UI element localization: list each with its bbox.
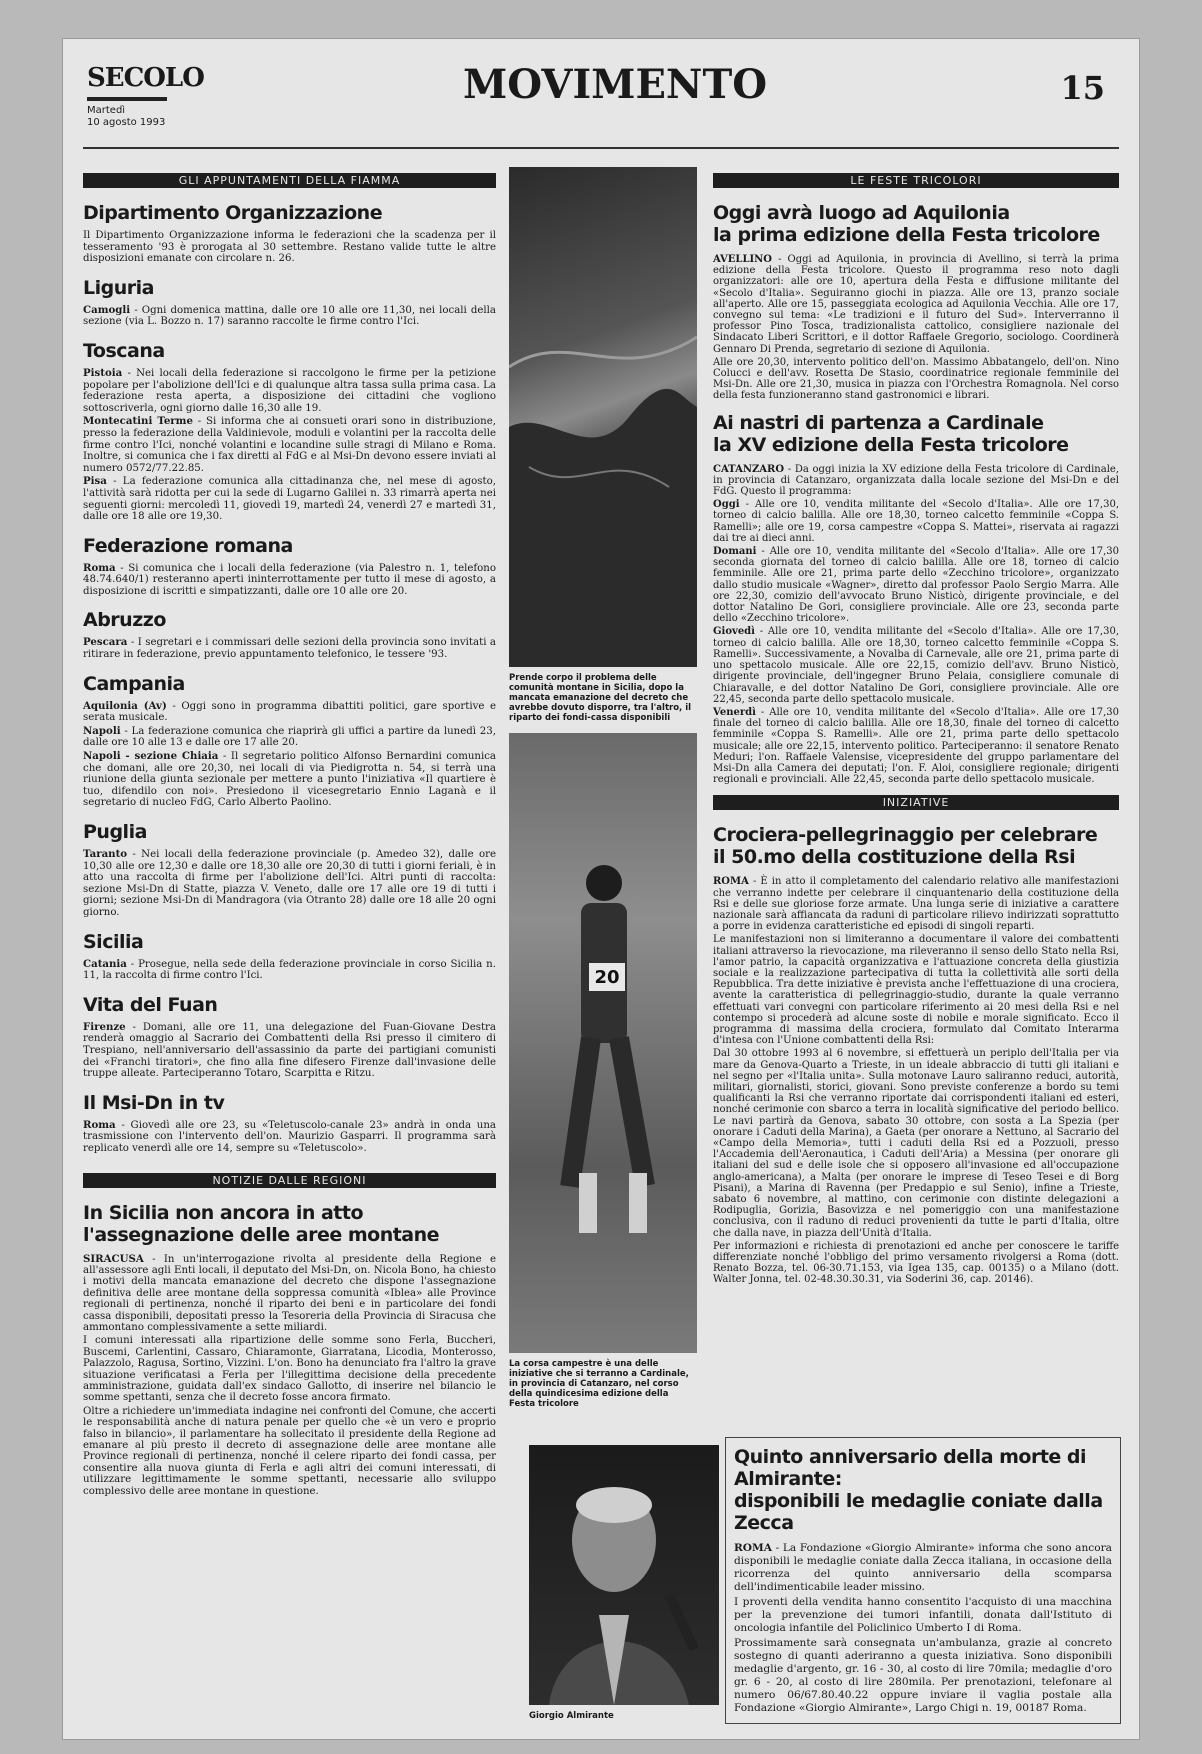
section-heading: Il Msi-Dn in tv <box>83 1091 225 1114</box>
paragraph-text: - Alle ore 10, vendita militante del «Secolo d'Italia». Alle ore 17,30 finale del torneo di calcio balilla. Alle ore 18,30, finale del torneo di calcetto femminile «Coppa S. Ramelli». Alle ore 21, prima parte dello spettacolo musicale; alle ore 22,15, intervento politico. Parteciperanno: il senatore Renato Meduri; l'on. Raffaele Valensise, vicepresidente del gruppo parlamentare del Msi-Dn alla Camera dei deputati; l'on. F. Aloi, consigliere regionale; dirigenti regionali e provinciali. Alle 22,45, seconda parte dello spettacolo musicale. <box>713 706 1119 786</box>
paragraph <box>83 1120 496 1155</box>
paragraph <box>713 254 1119 355</box>
paragraph-lead: Pisa <box>83 475 107 488</box>
caption-runner: La corsa campestre è una delle iniziative che si terranno a Cardinale, in provincia di Catanzaro, nel corso della quindicesima edizione della Festa tricolore <box>509 1359 689 1409</box>
paragraph-text: Dal 30 ottobre 1993 al 6 novembre, si effettuerà un periplo dell'Italia per via mare da Genova-Quarto a Trieste, in un ideale abbraccio di tutti gli italiani e nel segno per «l'Italia unita». Sulla motonave Lauro saliranno reduci, autorità, militari, giornalisti, storici, giovani. Sono previste conferenze a bordo su temi qualificanti la Rsi che verranno riportate dai corrispondenti italiani ed esteri, nonché cerimonie con sbarco a terra in località significative del periodo bellico. Le navi partirà da Genova, sabato 30 ottobre, con sosta a La Spezia (per onorare i Caduti della Marina), a Gaeta (per onorare a Nettuno, al Sacrario del «Campo della Memoria», tutti i caduti della Rsi ed a Pozzuoli, presso l'Accademia dell'Aeronautica, i Caduti dell'Aria) a Messina (per onorare gli italiani del sud e delle isole che si opposero all'invasione ed all'occupazione anglo-americana), a Malta (per onorare le imprese di Teseo Tesei e di Borg Pisani), a Marina di Ravenna (per Predappio e sul Senio), infine a Trieste, sabato 6 novembre, al mattino, con cerimonie con distinte delegazioni a Rodipuglia, Gorizia, Basovizza e nel pomeriggio con una manifestazione conclusiva, con il raduno di reduci provenienti da tutte le parti d'Italia, oltre che dalla nave, in piazza dell'Unità d'Italia. <box>713 1048 1119 1239</box>
paragraph-text: - In un'interrogazione rivolta al presidente della Regione e all'assessore agli Enti locali, il deputato del Msi-Dn, on. Nicola Bono, ha chiesto i motivi della mancata emanazione del decreto che dispone l'assegnazione definitiva delle aree montane della soppressa comunità «Iblea» alle Province regionali di pertinenza, nonché il riparto dei beni e in particolare dei fondi cassa disponibili, depositati presso la Tesoreria della Provincia di Siracusa che ammontano complessivamente a sette miliardi. <box>83 1253 496 1333</box>
paragraph <box>83 476 496 522</box>
almirante-photo <box>529 1445 719 1705</box>
article-body-crociera <box>713 876 1119 1285</box>
paragraph-text: - Il segretario politico Alfonso Bernardini comunica che domani, alle ore 20,30, nei locali di via Piedigrotta n. 54, si terrà una riunione della giunta sezionale per mettere a punto l'iniziativa «Il quartiere è tuo, difendilo con noi». Presiedono il vicesegretario Ennio Laganà e il segretario di nucleo FdG, Carlo Alberto Paolino. <box>83 751 497 809</box>
section-bar-regioni: NOTIZIE DALLE REGIONI <box>83 1173 496 1188</box>
section-title: MOVIMENTO <box>463 61 768 108</box>
paragraph <box>83 701 496 724</box>
title-line: Quinto anniversario della morte di Almirante: <box>734 1446 1087 1490</box>
paragraph-lead: Venerdì <box>713 706 756 718</box>
paragraph-lead: AVELLINO <box>713 254 773 265</box>
paper-name-rule <box>87 97 167 101</box>
mountain-illustration <box>509 167 697 667</box>
paragraph-text: - Oggi sono in programma dibattiti politici, gare sportive e serata musicale. <box>83 700 496 724</box>
paragraph-lead: SIRACUSA <box>83 1252 144 1265</box>
paragraph <box>83 751 496 809</box>
paragraph <box>734 1637 1112 1715</box>
paragraph-text: - Oggi ad Aquilonia, in provincia di Avellino, si terrà la prima edizione della Festa tricolore. Questo il programma reso noto dagli organizzatori: alle ore 10, apertura della Festa e diffusione militante del «Secolo d'Italia». Seguiranno giochi in piazza. Alle ore 13, pranzo sociale all'aperto. Alle ore 15, passeggiata ecologica ad Aquilonia Vecchia. Alle ore 17, convegno sul tema: «Le tradizioni e il futuro del Sud». Interverranno il professor Pino Tosca, tradizionalista cattolico, consigliere nazionale del Sindacato Liberi Scrittori, e il dottor Raffaele Gregorio, sociologo. Coordinerà Gennaro Di Prenda, segretario di sezione di Aquilonia. <box>713 254 1119 355</box>
runner-photo <box>509 733 697 1353</box>
newspaper-page <box>62 38 1140 1740</box>
section-bar-iniziative: INIZIATIVE <box>713 795 1119 810</box>
paragraph <box>713 707 1119 785</box>
paragraph-text: - Nei locali della federazione provinciale (p. Amedeo 32), dalle ore 10,30 alle ore 12,30 e dalle ore 18,30 alle ore 20,30 di tutti i giorni feriali, è in atto una raccolta di firme per l'abolizione dell'Ici. Altri punti di raccolta: sezione Msi-Dn di Statte, piazza V. Veneto, dalle ore 17 alle ore 19 di tutti i giorni; sezione Msi-Dn di Mandragora (via Otranto 28) dalle ore 18 alle 20 ogni giorno. <box>83 849 496 918</box>
title-line: Ai nastri di partenza a Cardinale <box>713 411 1044 434</box>
paragraph <box>713 357 1119 402</box>
paragraph-lead: Roma <box>83 1118 116 1131</box>
section-heading: Federazione romana <box>83 534 293 557</box>
paragraph-text: - I segretari e i commissari delle sezioni della provincia sono invitati a ritirare in federazione, previo appuntamento telefonico, le tessere '93. <box>83 637 496 661</box>
runner-illustration <box>509 733 697 1353</box>
paragraph-text: - Alle ore 10, vendita militante del «Secolo d'Italia». Alle ore 17,30, torneo di calcio balilla. Alle ore 18,30, torneo calcetto femminile «Coppa S. Ramelli»; alle ore 19, corsa campestre «Coppa S. Mattei», riservata ai ragazzi dai tre ai dieci anni. <box>713 499 1119 544</box>
paragraph-lead: Montecatini Terme <box>83 415 193 428</box>
paragraph <box>83 1406 496 1497</box>
article-body-aquilonia <box>713 254 1119 402</box>
paragraph-text: - Alle ore 10, vendita militante del «Secolo d'Italia». Alle ore 17,30 seconda giornata del torneo di calcio balilla. Alle ore 18, torneo di calcio femminile. Alle ore 21, prima parte dello «Zecchino tricolore», organizzato dallo studio musicale «Wagner», diretto dal professor Paolo Sergio Marra. Alle ore 22,30, comizio dell'avvocato Bruno Nisticò, dirigente provinciale, e del dottor Natalino De Gori, consigliere provinciale. Alle ore 23, seconda parte dello «Zecchino tricolore». <box>713 546 1119 625</box>
title-line: la prima edizione della Festa tricolore <box>713 224 1100 246</box>
paragraph-text: - Domani, alle ore 11, una delegazione del Fuan-Giovane Destra renderà omaggio al Sacrario dei Combattenti della Rsi presso il cimitero di Trespiano, nell'anniversario dell'assassinio da parte dei partigiani comunisti dei «Franchi tiratori», che fino alla fine difesero Firenze dall'invasione delle truppe alleate. Parteciperanno Totaro, Scarpitta e Ritzu. <box>83 1021 496 1080</box>
left-column <box>83 167 496 1499</box>
paragraph-text: - Da oggi inizia la XV edizione della Festa tricolore di Cardinale, in provincia di Catanzaro, organizzata dalla locale sezione del Msi-Dn e del FdG. Questo il programma: <box>713 463 1119 498</box>
paragraph <box>83 416 496 474</box>
almirante-article-box <box>725 1437 1121 1724</box>
article-title-aquilonia <box>713 202 1119 246</box>
paragraph <box>83 1335 496 1403</box>
article-title-crociera <box>713 824 1119 868</box>
paragraph <box>83 368 496 414</box>
masthead-rule <box>83 147 1119 149</box>
section-bar-appuntamenti: GLI APPUNTAMENTI DELLA FIAMMA <box>83 173 496 188</box>
paragraph-lead: Oggi <box>713 499 740 511</box>
paragraph-text: - La federazione comunica che riaprirà gli uffici a partire da lunedì 23, dalle ore 10 alle 13 e dalle ore 17 alle 20. <box>83 725 496 749</box>
paragraph-text: - Giovedì alle ore 23, su «Teletuscolo-canale 23» andrà in onda una trasmissione con l'intervento dell'on. Maurizio Gasparri. Il programma sarà replicato venerdì alle ore 14, sempre su «Teletuscolo». <box>83 1119 496 1154</box>
title-line: Oggi avrà luogo ad Aquilonia <box>713 202 1010 224</box>
title-line: disponibili le medaglie coniate dalla Zecca <box>734 1490 1103 1534</box>
paragraph <box>734 1596 1112 1635</box>
paragraph-lead: Domani <box>713 546 757 558</box>
section-heading: Campania <box>83 672 185 695</box>
masthead <box>83 55 1119 145</box>
paragraph-text: Le manifestazioni non si limiteranno a documentare il valore dei combattenti italiani attraverso la rievocazione, ma rileveranno il senso dello Stato nella Rsi, l'amor patrio, la capacità organizzativa e l'attuazione concreta della giustizia sociale e la realizzazione partecipativa di tutta la collettività alle sorti della Repubblica. Tra dette iniziative è prevista anche l'effettuazione di una crociera, avente la caratteristica di pellegrinaggio-studio, durante la quale verranno effettuati vari convegni con particolare riferimento ai 20 mesi della Rsi e nel contempo si procederà ad alcune soste di nobile e morale significato. Ecco il programma di massima della crociera, formulato dal Comitato Interarma d'intesa con l'Unione combattenti della Rsi: <box>713 934 1119 1047</box>
section-bar-feste: LE FESTE TRICOLORI <box>713 173 1119 188</box>
section-heading: Liguria <box>83 276 154 299</box>
page-number: 15 <box>1060 69 1105 107</box>
paragraph-lead: Giovedì <box>713 626 755 638</box>
section-heading: Abruzzo <box>83 609 166 632</box>
paragraph-lead: Catania <box>83 957 127 970</box>
article-body-almirante <box>734 1542 1112 1715</box>
article-body-sicilia <box>83 1254 496 1498</box>
paragraph-text: - Alle ore 10, vendita militante del «Secolo d'Italia». Alle ore 17,30, torneo di calcio balilla. Alle ore 18,30, torneo calcetto femminile «Coppa S. Ramelli». Successivamente, a Novalba di Carnevale, alle ore 21, prima parte di uno spettacolo musicale. Alle ore 22,15, comizio dell'avv. Bruno Nisticò, dirigente provinciale, dell'ingegner Bruno Pelaia, consigliere comunale di Chiaravalle, e del dottor Natalino De Gori, consigliere provinciale. Alle ore 22,45, seconda parte dello spettacolo musicale. <box>713 626 1119 705</box>
appuntamenti-list <box>83 202 496 1155</box>
section-heading: Sicilia <box>83 930 144 953</box>
section-heading: Puglia <box>83 821 147 843</box>
paragraph-text: Oltre a richiedere un'immediata indagine nei confronti del Comune, che accerti le responsabilità anche di natura penale per quello che «è un vero e proprio falso in bilancio», il parlamentare ha sollecitato il presidente della Regione ad emanare al più presto il decreto di assegnazione delle aree montane alle Province regionali di pertinenza, nonché il celere riparto dei fondi cassa, per consentire alla nuova giunta di Ferla e agli altri dei comuni interessati, di utilizzare legittimamente le somme spettanti, necessarie allo sviluppo complessivo delle aree montane in questione. <box>83 1405 496 1497</box>
paragraph-text: - È in atto il completamento del calendario relativo alle manifestazioni che verranno indette per celebrare il cinquantenario della costituzione della Rsi e delle sue gloriose forze armate. Una lunga serie di iniziative a carattere nazionale sarà affiancata da raduni di particolare rilievo indirizzati soprattutto a porre in evidenza caratteristiche ed episodi di singoli reparti. <box>713 876 1119 933</box>
section-heading: Toscana <box>83 339 165 362</box>
paragraph <box>713 464 1119 498</box>
paragraph-lead: Firenze <box>83 1020 126 1033</box>
middle-column <box>509 167 697 1419</box>
paragraph-text: - Si comunica che i locali della federazione (via Palestro n. 1, telefono 48.74.640/1) resteranno aperti ininterrottamente per tutto il mese di agosto, a disposizione di iscritti e simpatizzanti, dalle ore 10 alle ore 20. <box>83 562 496 597</box>
paragraph-text: - Nei locali della federazione si raccolgono le firme per la petizione popolare per l'abolizione dell'Ici e di qualunque altra tassa sulla prima casa. La federazione resta aperta, a disposizione dei cittadini che vogliono sottoscriverla, ogni giorno dalle 16,30 alle 19. <box>83 367 496 414</box>
article-title-almirante <box>734 1446 1112 1534</box>
paragraph <box>83 1254 496 1334</box>
paragraph-lead: Pescara <box>83 636 128 649</box>
paragraph-lead: Aquilonia (Av) <box>83 699 167 712</box>
paragraph-lead: Napoli - sezione Chiaia <box>83 750 219 763</box>
paragraph-lead: ROMA <box>713 876 749 888</box>
almirante-photo-box <box>529 1445 719 1731</box>
paragraph <box>713 876 1119 932</box>
right-column <box>713 167 1119 1288</box>
portrait-illustration <box>529 1445 719 1705</box>
paragraph <box>83 563 496 598</box>
title-line: il 50.mo della costituzione della Rsi <box>713 846 1076 869</box>
paragraph <box>83 726 496 749</box>
paragraph <box>713 1048 1119 1238</box>
paragraph-text: - Si informa che ai consueti orari sono in distribuzione, presso la federazione della Valdinievole, moduli e volantini per la raccolta delle firme contro l'Ici, nonché volantini e locandine sulle stragi di Milano e Roma. Inoltre, si comunica che i fax diretti al FdG e al Msi-Dn devono essere inviati al numero 0572/77.22.85. <box>83 416 497 474</box>
paragraph-text: - La federazione comunica alla cittadinanza che, nel mese di agosto, l'attività sarà ridotta per cui la sede di Lugarno Galilei n. 33 rimarrà aperta nei seguenti giorni: mercoledì 11, giovedì 19, martedì 24, venerdì 27 e martedì 31, dalle ore 18 alle ore 19,30. <box>83 476 496 523</box>
paragraph <box>713 1241 1119 1286</box>
paragraph-lead: Roma <box>83 561 116 574</box>
section-heading: Dipartimento Organizzazione <box>83 202 383 224</box>
paragraph-text: Prossimamente sarà consegnata un'ambulanza, grazie al concreto sostegno di quanti aderiranno a questa iniziativa. Sono disponibili medaglie d'argento, gr. 16 - 30, al costo di lire 70mila; medaglie d'oro gr. 6 - 20, al costo di lire 280mila. Per prenotazioni, telefonare al numero 06/67.80.40.22 oppure inviare il vaglia postale alla Fondazione «Giorgio Almirante», Largo Chigi n. 19, 00187 Roma. <box>734 1637 1112 1714</box>
paragraph-text: Per informazioni e richiesta di prenotazioni ed anche per conoscere le tariffe differenziate nonché l'obbligo del primo versamento rivolgersi a Roma (dott. Renato Bozza, tel. 06-30.71.153, via Igea 135, cap. 00135) o a Milano (dott. Walter Jonna, tel. 02-48.30.30.31, via Soderini 36, cap. 20146). <box>713 1240 1119 1286</box>
paragraph <box>713 934 1119 1046</box>
article-title-cardinale <box>713 412 1119 456</box>
paragraph-text: - Prosegue, nella sede della federazione provinciale in corso Sicilia n. 11, la raccolta di firme contro l'Ici. <box>83 958 496 982</box>
paragraph-lead: CATANZARO <box>713 463 785 475</box>
paragraph <box>83 637 496 660</box>
article-body-cardinale <box>713 464 1119 786</box>
paper-name: SECOLO <box>87 63 204 93</box>
mountain-photo <box>509 167 697 667</box>
section-heading: Vita del Fuan <box>83 993 218 1016</box>
day-label: Martedì <box>87 105 126 116</box>
paragraph <box>734 1542 1112 1594</box>
title-line: l'assegnazione delle aree montane <box>83 1223 440 1246</box>
paragraph-text: Alle ore 20,30, intervento politico dell'on. Massimo Abbatangelo, dell'on. Nino Colucci e dell'avv. Rosetta De Stasio, coordinatrice regionale femminile del Msi-Dn. Alle ore 21,30, musica in piazza con l'Orchestra Romagnola. Nel corso della festa funzioneranno stand gastronomici e librari. <box>713 356 1119 402</box>
date-label: 10 agosto 1993 <box>87 117 166 128</box>
paragraph-lead: Camogli <box>83 303 131 316</box>
paragraph <box>83 230 496 265</box>
paragraph-lead: Pistoia <box>83 366 123 379</box>
paragraph <box>713 499 1119 544</box>
paragraph-text: - Ogni domenica mattina, dalle ore 10 alle ore 11,30, nei locali della sezione (via L. Bozzo n. 17) saranno raccolte le firme contro l'Ici. <box>83 304 496 328</box>
paragraph-text: Il Dipartimento Organizzazione informa le federazioni che la scadenza per il tesseramento '93 è prorogata al 30 settembre. Restano valide tutte le altre disposizioni emanate con circolare n. 26. <box>83 230 496 265</box>
paragraph <box>83 849 496 919</box>
paragraph-lead: Taranto <box>83 848 128 860</box>
caption-almirante: Giorgio Almirante <box>529 1711 614 1721</box>
article-title-sicilia <box>83 1202 496 1246</box>
paragraph-lead: Napoli <box>83 724 121 737</box>
paragraph <box>83 305 496 328</box>
paragraph-text: - La Fondazione «Giorgio Almirante» informa che sono ancora disponibili le medaglie coniate dalla Zecca italiana, in occasione della ricorrenza del quinto anniversario della scomparsa dell'indimenticabile leader missino. <box>734 1542 1112 1593</box>
paragraph-lead: ROMA <box>734 1542 772 1554</box>
paragraph <box>83 1022 496 1080</box>
caption-mountains: Prende corpo il problema delle comunità montane in Sicilia, dopo la mancata emanazione del decreto che avrebbe dovuto disporre, tra l'altro, il riparto dei fondi-cassa disponibili <box>509 673 692 723</box>
paragraph-text: I comuni interessati alla ripartizione delle somme sono Ferla, Buccheri, Buscemi, Carlentini, Cassaro, Chiaramonte, Giarratana, Licodia, Monterosso, Palazzolo, Ragusa, Sortino, Vizzini. L'on. Bono ha denunciato fra l'altro la grave situazione verificatasi a Ferla per l'illegittima decisione della precedente amministrazione, guidata dall'ex sindaco Gallotto, di inserire nel bilancio le somme spettanti, senza che il decreto fosse ancora firmato. <box>83 1335 497 1404</box>
title-line: In Sicilia non ancora in atto <box>83 1201 364 1224</box>
paragraph <box>713 546 1119 624</box>
bib-number: 20 <box>594 967 620 988</box>
paragraph-text: I proventi della vendita hanno consentito l'acquisto di una macchina per la prevenzione dei tumori infantili, donata dall'Istituto di oncologia infantile del Policlinico Umberto I di Roma. <box>734 1596 1112 1634</box>
title-line: la XV edizione della Festa tricolore <box>713 433 1069 456</box>
paragraph <box>83 959 496 982</box>
paragraph <box>713 626 1119 704</box>
title-line: Crociera-pellegrinaggio per celebrare <box>713 824 1098 847</box>
